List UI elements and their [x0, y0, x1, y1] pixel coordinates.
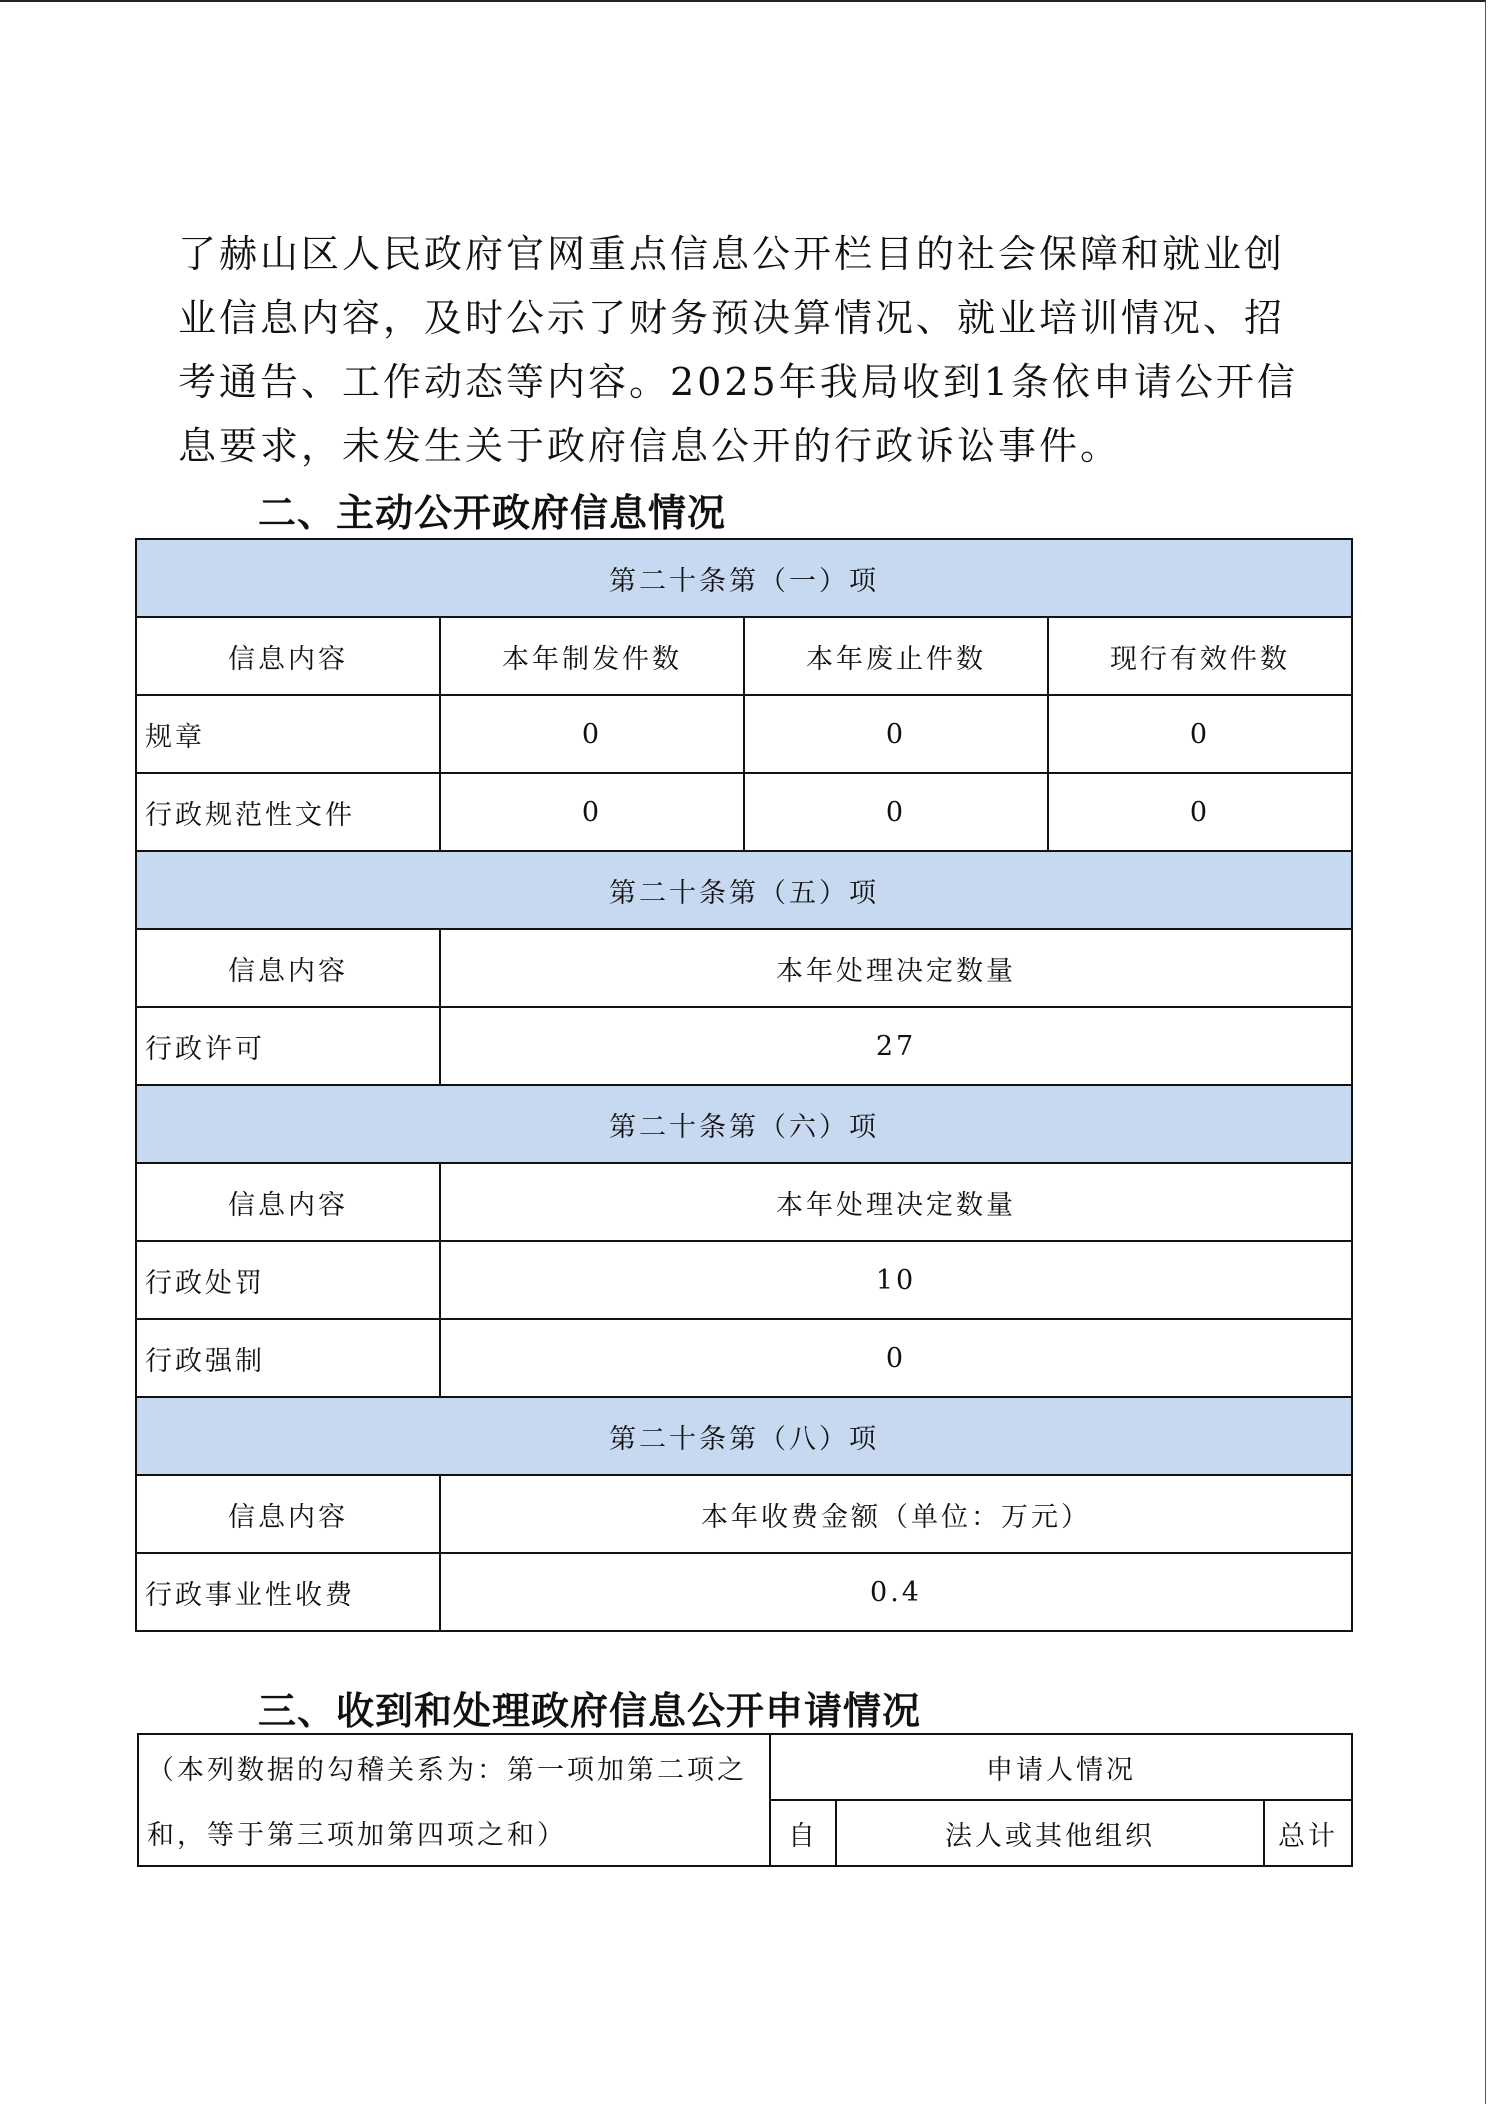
table-row — [136, 1241, 1352, 1319]
proactive-disclosure-table — [135, 538, 1353, 1632]
table-row — [136, 773, 1352, 851]
header-row — [136, 1475, 1352, 1553]
section-2-heading: 二、主动公开政府信息情况 — [258, 491, 727, 535]
value-cell: 0 — [1048, 695, 1352, 773]
block-title-row — [136, 539, 1352, 617]
block-title-row — [136, 1085, 1352, 1163]
block-title: 第二十条第（八）项 — [136, 1397, 1352, 1475]
col-total: 总计 — [1264, 1800, 1352, 1866]
value-cell: 0 — [440, 1319, 1352, 1397]
table-row — [138, 1800, 1352, 1866]
table-row — [136, 1553, 1352, 1631]
block-title: 第二十条第（五）项 — [136, 851, 1352, 929]
header-cell: 信息内容 — [136, 929, 440, 1007]
value-cell: 0 — [440, 773, 744, 851]
table-row — [136, 695, 1352, 773]
row-label: 行政处罚 — [136, 1241, 440, 1319]
block-title: 第二十条第（六）项 — [136, 1085, 1352, 1163]
value-cell: 27 — [440, 1007, 1352, 1085]
section-3-heading: 三、收到和处理政府信息公开申请情况 — [258, 1689, 922, 1733]
note-line-2: 和，等于第三项加第四项之和） — [138, 1800, 770, 1866]
table-row — [136, 1319, 1352, 1397]
header-row — [136, 617, 1352, 695]
row-label: 规章 — [136, 695, 440, 773]
row-label: 行政强制 — [136, 1319, 440, 1397]
application-table — [137, 1733, 1353, 1867]
value-cell: 0 — [440, 695, 744, 773]
value-cell: 10 — [440, 1241, 1352, 1319]
header-row — [136, 1163, 1352, 1241]
block-title-row — [136, 1397, 1352, 1475]
header-cell: 信息内容 — [136, 1475, 440, 1553]
header-cell: 本年收费金额（单位：万元） — [440, 1475, 1352, 1553]
block-title-row — [136, 851, 1352, 929]
header-row — [136, 929, 1352, 1007]
row-label: 行政许可 — [136, 1007, 440, 1085]
col-legal-entity: 法人或其他组织 — [836, 1800, 1264, 1866]
value-cell: 0.4 — [440, 1553, 1352, 1631]
header-cell: 本年处理决定数量 — [440, 1163, 1352, 1241]
intro-paragraph: 了赫山区人民政府官网重点信息公开栏目的社会保障和就业创业信息内容，及时公示了财务预决算情况、就业培训情况、招考通告、工作动态等内容。2025年我局收到1条依申请公开信息要求，未发生关于政府信息公开的行政诉讼事件。 — [178, 232, 1298, 468]
header-cell: 信息内容 — [136, 617, 440, 695]
note-line-1: （本列数据的勾稽关系为：第一项加第二项之 — [138, 1734, 770, 1800]
value-cell: 0 — [744, 773, 1048, 851]
applicant-header: 申请人情况 — [770, 1734, 1352, 1800]
row-label: 行政规范性文件 — [136, 773, 440, 851]
col-natural-person: 自 — [770, 1800, 836, 1866]
table-row — [136, 1007, 1352, 1085]
header-cell: 现行有效件数 — [1048, 617, 1352, 695]
header-cell: 本年处理决定数量 — [440, 929, 1352, 1007]
header-cell: 信息内容 — [136, 1163, 440, 1241]
value-cell: 0 — [1048, 773, 1352, 851]
header-cell: 本年制发件数 — [440, 617, 744, 695]
table-row — [138, 1734, 1352, 1800]
value-cell: 0 — [744, 695, 1048, 773]
row-label: 行政事业性收费 — [136, 1553, 440, 1631]
block-title: 第二十条第（一）项 — [136, 539, 1352, 617]
header-cell: 本年废止件数 — [744, 617, 1048, 695]
